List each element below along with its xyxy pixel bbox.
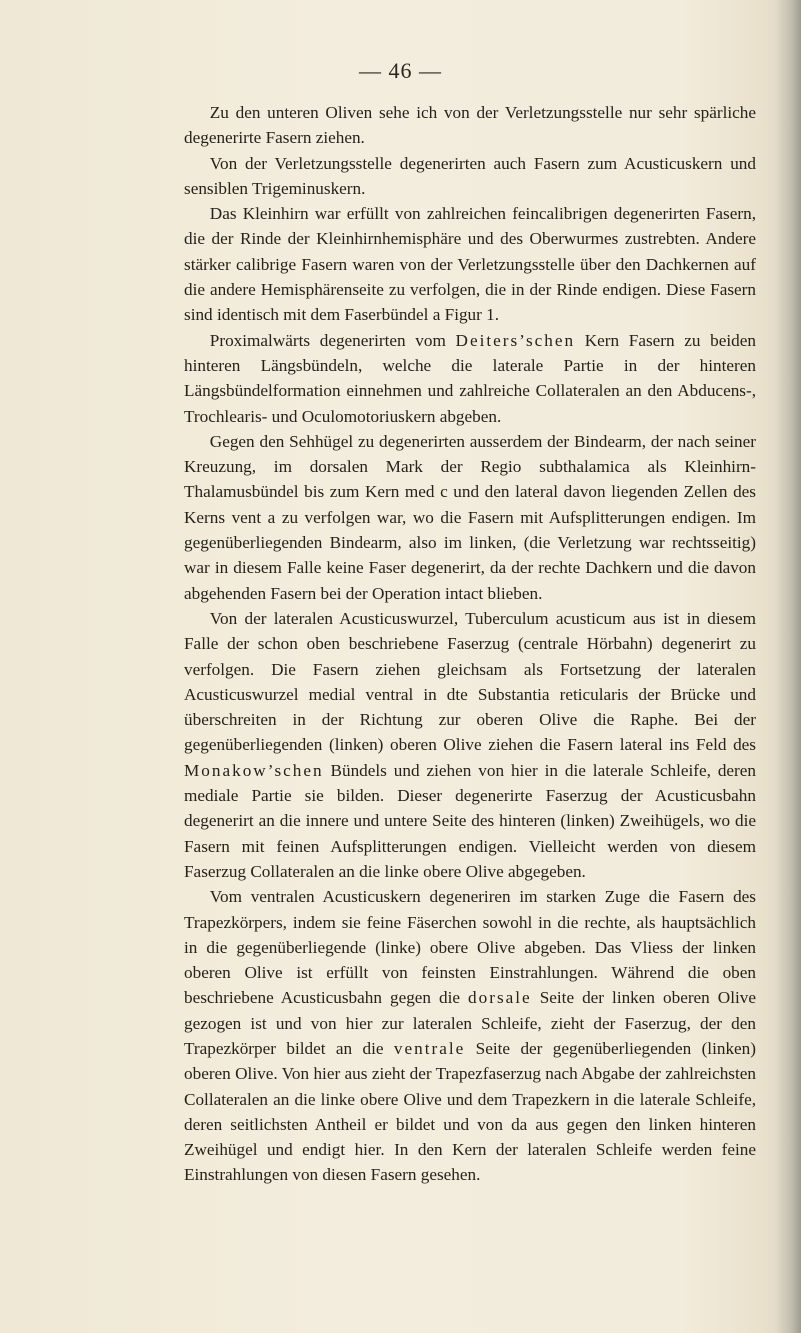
spaced-name: Deiters’schen: [455, 330, 576, 350]
text-run: Gegen den Sehhügel zu degenerirten ausserdem der Bindearm, der nach seiner Kreuzung, im dorsalen Mark der Regio subthalamica als Kleinhirn-Thalamusbündel bis zum Kern med c und den lateral davon liegenden Zellen des Kerns vent a zu verfolgen war, wo die Fasern mit Aufsplitterungen endigen. Im gegenüberliegenden Bindearm, also im linken, (die Verletzung war rechtsseitig) war in diesem Falle keine Faser degenerirt, da der rechte Dachkern und die davon abgehenden Fasern bei der Operation intact blieben.: [184, 431, 756, 603]
text-run: Von der lateralen Acusticuswurzel, Tuberculum acusticum aus ist in diesem Falle der schon oben beschriebene Faserzug (centrale Hörbahn) degenerirt zu verfolgen. Die Fasern ziehen gleichsam als Fortsetzung der lateralen Acusticuswurzel medial ventral in dte Substantia reticularis der Brücke und überschreiten in der Richtung zur oberen Olive die Raphe. Bei der gegenüberliegenden (linken) oberen Olive ziehen die Fasern lateral ins Feld des: [184, 608, 756, 755]
paragraph-7: [184, 884, 756, 1188]
paragraph-4: [184, 328, 756, 429]
paragraph-5: [184, 429, 756, 606]
text-run: Von der Verletzungsstelle degenerirten auch Fasern zum Acusticuskern und sensiblen Trigeminuskern.: [184, 153, 756, 198]
text-run: Kern Fasern zu beiden hinteren Längsbündeln, welche die laterale Partie in der hinteren Längsbündelformation einnehmen und zahlreiche Collateralen an den Abducens-, Trochlearis- und Oculomotoriuskern abgeben.: [184, 330, 756, 426]
paragraph-1: [184, 100, 756, 151]
paragraph-2: [184, 151, 756, 202]
spaced-name: dorsale: [468, 988, 532, 1008]
body-text: [184, 100, 756, 1188]
text-run: Seite der linken oberen Olive gezogen ist und von hier zur lateralen Schleife, zieht der Faserzug, der den Trapezkörper bildet an die: [184, 988, 756, 1058]
text-run: Zu den unteren Oliven sehe ich von der Verletzungsstelle nur sehr spärliche degenerirte Fasern ziehen.: [184, 103, 756, 148]
page-edge-shadow: [775, 0, 801, 1333]
paragraph-3: [184, 201, 756, 327]
text-run: Proximalwärts degenerirten vom: [209, 330, 456, 350]
page-number: — 46 —: [359, 58, 442, 83]
spaced-name: Monakow’schen: [184, 760, 324, 780]
paragraph-6: [184, 606, 756, 884]
spaced-name: ventrale: [393, 1038, 466, 1058]
text-run: Vom ventralen Acusticuskern degeneriren im starken Zuge die Fasern des Trapezkörpers, indem sie feine Fäserchen sowohl in die rechte, als hauptsächlich in die gegenüberliegende (linke) obere Olive abgeben. Das Vliess der linken oberen Olive ist erfüllt von feinsten Einstrahlungen. Während die oben beschriebene Acusticusbahn gegen die: [184, 887, 756, 1008]
text-run: Bündels und ziehen von hier in die laterale Schleife, deren mediale Partie sie bilden. Dieser degenerirte Faserzug der Acusticusbahn degenerirt an die innere und untere Seite des hinteren (linken) Zweihügels, wo die Fasern mit feinen Aufsplitterungen endigen. Vielleicht werden von diesem Faserzug Collateralen an die linke obere Olive abgegeben.: [184, 760, 756, 881]
text-run: Seite der gegenüberliegenden (linken) oberen Olive. Von hier aus zieht der Trapezfaserzug nach Abgabe der zahlreichsten Collateralen an die linke obere Olive und dem Trapezkern in die laterale Schleife, deren seitlichsten Antheil er bildet und von da aus gegen den linken hinteren Zweihügel und endigt hier. In den Kern der lateralen Schleife werden feine Einstrahlungen von diesen Fasern gesehen.: [184, 1038, 756, 1185]
text-run: Das Kleinhirn war erfüllt von zahlreichen feincalibrigen degenerirten Fasern, die der Rinde der Kleinhirnhemisphäre und des Oberwurmes zustrebten. Andere stärker calibrige Fasern waren von der Verletzungsstelle über den Dachkernen auf die andere Hemisphärenseite zu verfolgen, die in der Rinde endigen. Diese Fasern sind identisch mit dem Faserbündel a Figur 1.: [184, 204, 756, 325]
